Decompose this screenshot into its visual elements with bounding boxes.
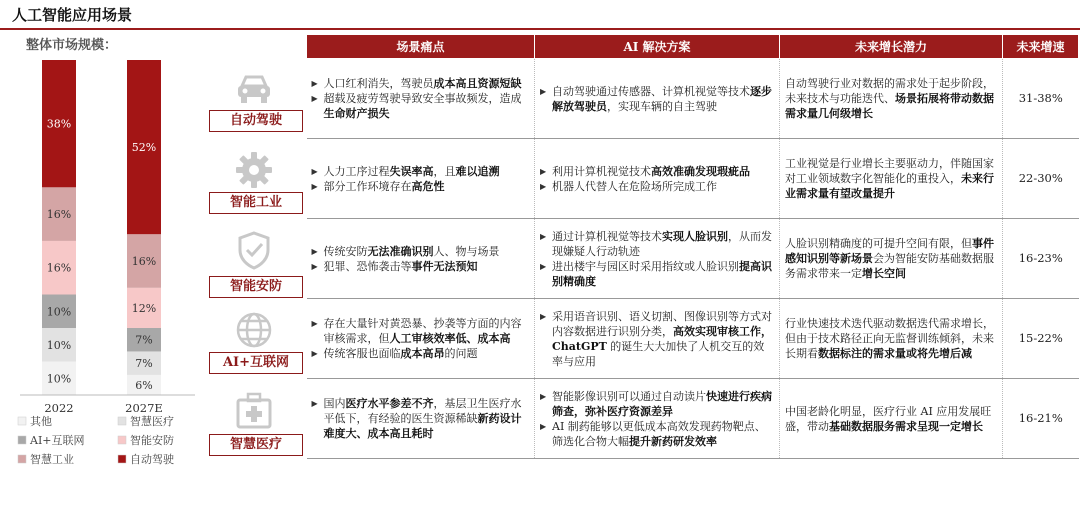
shield-icon (234, 230, 274, 270)
header-ai-solution: AI 解决方案 (535, 35, 780, 59)
chart-subtitle: 整体市场规模： (26, 38, 118, 53)
pain-points-cell (307, 299, 535, 379)
data-label: 12% (131, 301, 157, 315)
list-item: ▶ 人力工序过程失误率高，且难以追溯 (312, 164, 530, 179)
legend-swatch (118, 436, 126, 444)
header-growth-rate: 未来增速 (1003, 35, 1079, 59)
category-label: 自动驾驶 (209, 110, 303, 132)
legend-swatch (18, 417, 26, 425)
header-pain-points: 场景痛点 (307, 35, 535, 59)
data-label: 16% (46, 208, 72, 222)
list-item: ▶ 进出楼宇与园区时采用指纹或人脸识别提高识别精确度 (540, 259, 774, 289)
list-item: ▶ 智能影像识别可以通过自动读片快速进行疾病筛查，弥补医疗资源差异 (540, 389, 774, 419)
data-label: 16% (131, 255, 157, 268)
category-label: 智能工业 (209, 192, 303, 214)
list-item: ▶ 国内医疗水平参差不齐，基层卫生医疗水平低下，有经验的医生资源稀缺新药设计难度大、成本高且耗时 (312, 396, 530, 441)
growth-potential-cell: 自动驾驶行业对数据的需求处于起步阶段，未来技术与功能迭代、场景拓展将带动数据需求量几何级增长 (780, 59, 1003, 139)
category-label: 智能安防 (209, 276, 303, 298)
growth-rate-cell: 16-21% (1003, 379, 1079, 459)
pain-points-cell (307, 139, 535, 219)
growth-potential-cell: 中国老龄化明显，医疗行业 AI 应用发展旺盛，带动基础数据服务需求呈现一定增长 (780, 379, 1003, 459)
list-item: ▶ 利用计算机视觉技术高效准确发现瑕疵品 (540, 164, 774, 179)
category-label: 智慧医疗 (209, 434, 303, 456)
data-label: 7% (135, 357, 153, 371)
table-header-row (307, 35, 1079, 59)
list-item: ▶ 存在大量针对黄恐暴、抄袭等方面的内容审核需求，但人工审核效率低、成本高 (312, 316, 530, 346)
table-row (307, 219, 1079, 299)
list-item: ▶ 通过计算机视觉等技术实现人脸识别，从而发现嫌疑人行动轨迹 (540, 229, 774, 259)
header-growth-potential: 未来增长潜力 (780, 35, 1003, 59)
list-item: ▶ 部分工作环境存在高危性 (312, 179, 530, 194)
x-tick-label: 2022 (44, 401, 74, 415)
legend-label: 智慧医疗 (130, 415, 174, 428)
growth-rate-cell: 22-30% (1003, 139, 1079, 219)
gear-icon (234, 150, 274, 190)
list-item: ▶ 采用语音识别、语义切割、图像识别等方式对内容数据进行识别分类，高效实现审核工作，ChatGPT 的诞生大大加快了人机交互的效率与应用 (540, 309, 774, 369)
list-item: ▶ 人口红利消失，驾驶员成本高且资源短缺 (312, 76, 530, 91)
list-item: ▶ 犯罪、恐怖袭击等事件无法预知 (312, 259, 530, 274)
data-label: 10% (46, 305, 72, 319)
growth-potential-cell: 人脸识别精确度的可提升空间有限，但事件感知识别等新场景会为智能安防基础数据服务需求带来一定增长空间 (780, 219, 1003, 299)
legend-label: 自动驾驶 (130, 453, 174, 466)
page-title: 人工智能应用场景 (12, 6, 133, 24)
table-row (307, 299, 1079, 379)
growth-potential-cell: 工业视觉是行业增长主要驱动力，伴随国家对工业领域数字化智能化的重投入，未来行业需求量有望改量提升 (780, 139, 1003, 219)
growth-potential-cell: 行业快速技术迭代驱动数据迭代需求增长，但由于技术路径正向无监督训练倾斜，未来长期看数据标注的需求量或将先增后减 (780, 299, 1003, 379)
pain-points-cell (307, 379, 535, 459)
legend-swatch (18, 436, 26, 444)
list-item: ▶ 机器人代替人在危险场所完成工作 (540, 179, 774, 194)
list-item: ▶ 超载及疲劳驾驶导致安全事故频发，造成生命财产损失 (312, 91, 530, 121)
table-row (307, 379, 1079, 459)
scenario-table (306, 34, 1079, 459)
table-row (307, 139, 1079, 219)
legend-label: 其他 (30, 415, 52, 428)
list-item: ▶ AI 制药能够以更低成本高效发现药物靶点、筛选化合物大幅提升新药研发效率 (540, 419, 774, 449)
category-label: AI+互联网 (209, 352, 303, 374)
globe-icon (234, 310, 274, 350)
legend-label: 智慧工业 (30, 453, 74, 466)
legend-label: 智能安防 (130, 434, 174, 447)
data-label: 52% (131, 141, 157, 155)
data-label: 6% (135, 378, 153, 392)
legend-label: AI+互联网 (30, 434, 85, 447)
title-divider (0, 28, 1080, 30)
data-label: 38% (46, 117, 72, 131)
list-item: ▶ 传统客服也面临成本高昂的问题 (312, 346, 530, 361)
car-icon (234, 72, 274, 106)
ai-solution-cell (535, 299, 780, 379)
ai-solution-cell (535, 379, 780, 459)
legend-swatch (18, 455, 26, 463)
pain-points-cell (307, 59, 535, 139)
list-item: ▶ 自动驾驶通过传感器、计算机视觉等技术逐步解放驾驶员，实现车辆的自主驾驶 (540, 84, 774, 114)
growth-rate-cell: 15-22% (1003, 299, 1079, 379)
ai-solution-cell (535, 219, 780, 299)
data-label: 7% (135, 333, 153, 347)
x-tick-label: 2027E (125, 401, 163, 415)
data-label: 16% (46, 261, 72, 275)
pain-points-cell (307, 219, 535, 299)
growth-rate-cell: 16-23% (1003, 219, 1079, 299)
data-label: 10% (46, 338, 72, 352)
data-label: 10% (46, 372, 72, 386)
ai-solution-cell (535, 59, 780, 139)
legend-swatch (118, 417, 126, 425)
list-item: ▶ 传统安防无法准确识别人、物与场景 (312, 244, 530, 259)
legend-swatch (118, 455, 126, 463)
ai-solution-cell (535, 139, 780, 219)
market-share-chart (0, 50, 200, 510)
growth-rate-cell: 31-38% (1003, 59, 1079, 139)
medical-kit-icon (234, 392, 274, 430)
table-row (307, 59, 1079, 139)
